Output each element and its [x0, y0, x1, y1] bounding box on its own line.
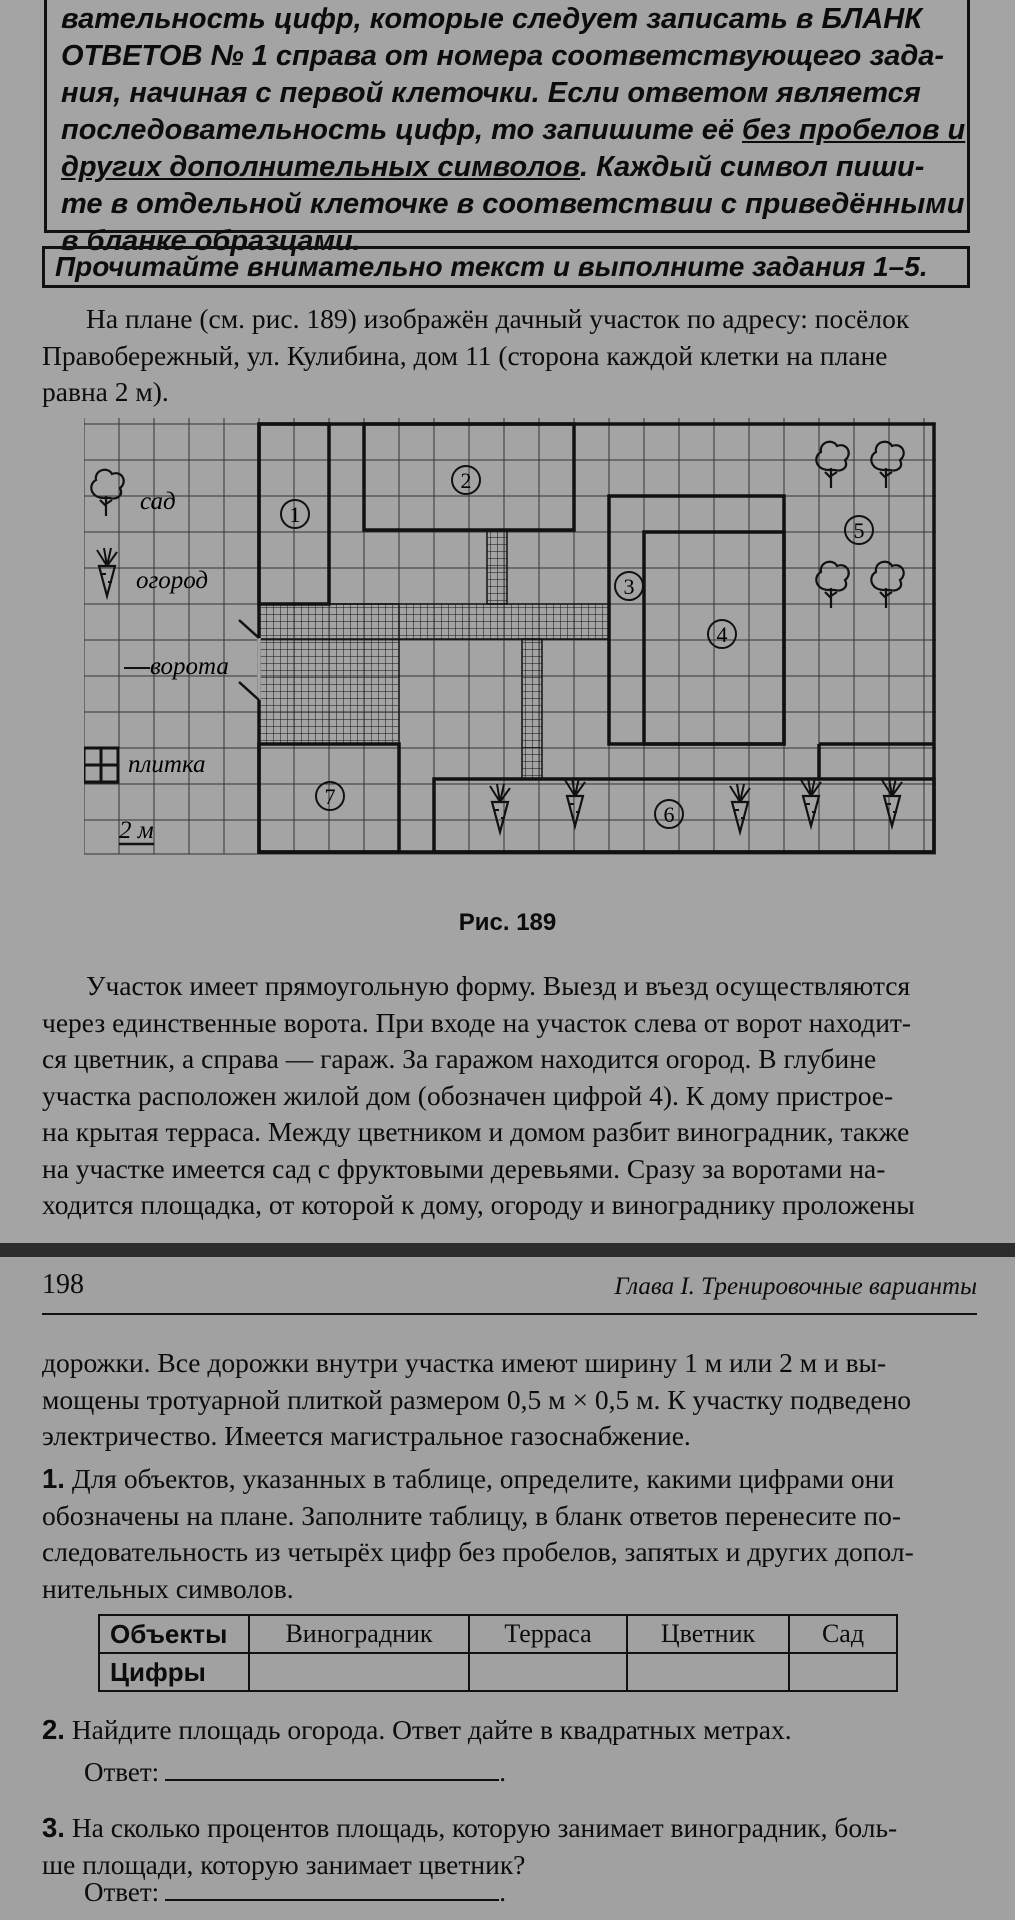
continuation-paragraph	[42, 1345, 977, 1455]
task-header: Прочитайте внимательно текст и выполните задания 1–5.	[42, 246, 970, 288]
plan-number-6: 6	[663, 802, 675, 827]
description-paragraph	[42, 968, 977, 1224]
text-line: Участок имеет прямоугольную форму. Выезд и въезд осуществляются	[86, 970, 911, 1001]
question-text: Найдите площадь огорода. Ответ дайте в квадратных метрах.	[64, 1714, 792, 1745]
page-number: 198	[42, 1269, 84, 1300]
text-line: следовательность из четырёх цифр без пробелов, запятых и других допол-	[42, 1536, 914, 1567]
answer-period: .	[499, 1757, 506, 1787]
running-head: Глава I. Тренировочные варианты	[614, 1273, 977, 1300]
plan-legend	[84, 470, 229, 844]
carrot-icon	[490, 778, 902, 832]
text-line	[42, 1810, 977, 1847]
vegetable-legend-icon	[97, 548, 117, 596]
question-number: 3.	[42, 1812, 65, 1843]
legend-tile: плитка	[128, 751, 206, 778]
text-line: через единственные ворота. При входе на участок слева от ворот находит-	[42, 1006, 912, 1038]
table-cell-object: Цветник	[627, 1615, 789, 1653]
plan-number-2: 2	[460, 468, 472, 493]
figure-caption: Рис. 189	[458, 909, 557, 936]
table-header-digits: Цифры	[99, 1653, 249, 1691]
text-line: нительных символов.	[42, 1572, 294, 1604]
table-cell-answer[interactable]	[789, 1653, 897, 1691]
instruction-line	[61, 112, 966, 149]
question-2	[42, 1712, 977, 1749]
answer-blank[interactable]	[165, 1757, 499, 1781]
question-text: Для объектов, указанных в таблице, определите, какими цифрами они	[64, 1463, 895, 1494]
text-line: участка расположен жилой дом (обозначен цифрой 4). К дому пристрое-	[42, 1079, 894, 1111]
text-line	[42, 1712, 977, 1749]
text-line: дорожки. Все дорожки внутри участка имеют ширину 1 м или 2 м и вы-	[42, 1347, 887, 1378]
table-row	[99, 1615, 897, 1653]
plan-number-3: 3	[623, 574, 635, 599]
plan-number-7: 7	[324, 784, 336, 809]
instruction-line: ния, начиная с первой клеточки. Если ответом является	[61, 77, 921, 109]
instruction-line: ОТВЕТОВ № 1 справа от номера соответствующего зада-	[61, 40, 945, 72]
answer-line-2	[84, 1757, 506, 1788]
instruction-line	[61, 149, 953, 186]
table-cell-answer[interactable]	[469, 1653, 627, 1691]
instruction-line: в бланке образцами.	[61, 225, 361, 257]
question-number: 1.	[42, 1463, 65, 1494]
table-header-objects: Объекты	[99, 1615, 249, 1653]
table-cell-object: Сад	[789, 1615, 897, 1653]
table-cell-answer[interactable]	[627, 1653, 789, 1691]
text-line: Правобережный, ул. Кулибина, дом 11 (сторона каждой клетки на плане	[42, 339, 888, 371]
legend-gate: ворота	[150, 653, 229, 680]
question-1	[42, 1461, 977, 1607]
text-line: обозначены на плане. Заполните таблицу, в бланк ответов перенесите по-	[42, 1499, 902, 1531]
legend-garden: сад	[140, 488, 176, 515]
answer-label: Ответ:	[84, 1877, 160, 1907]
header-rule	[42, 1313, 977, 1315]
text-line: мощены тротуарной плиткой размером 0,5 м × 0,5 м. К участку подведено	[42, 1383, 912, 1415]
page-divider	[0, 1243, 1015, 1257]
table-cell-answer[interactable]	[249, 1653, 469, 1691]
plan-number-4: 4	[716, 622, 728, 647]
text-line: На плане (см. рис. 189) изображён дачный участок по адресу: посёлок	[86, 303, 910, 334]
question-3	[42, 1810, 977, 1883]
text-line	[42, 1461, 977, 1498]
table-row	[99, 1653, 897, 1691]
instruction-line: те в отдельной клеточке в соответствии с приведёнными	[61, 188, 965, 220]
instruction-text: . Каждый символ пиши-	[580, 151, 925, 183]
question-text: На сколько процентов площадь, которую занимает виноградник, боль-	[64, 1812, 898, 1843]
intro-paragraph	[42, 301, 977, 411]
table-cell-object: Виноградник	[249, 1615, 469, 1653]
page-198	[0, 1257, 1015, 1920]
answer-blank[interactable]	[165, 1877, 499, 1901]
plan-number-1: 1	[289, 502, 301, 527]
table-cell-object: Терраса	[469, 1615, 627, 1653]
text-line: ше площади, которую занимает цветник?	[42, 1848, 526, 1880]
instruction-text: последовательность цифр, то запишите её	[61, 114, 743, 146]
legend-vegetable: огород	[136, 567, 209, 594]
answer-label: Ответ:	[84, 1757, 160, 1787]
text-line: ся цветник, а справа — гараж. За гаражом находится огород. В глубине	[42, 1043, 877, 1074]
text-line: равна 2 м).	[42, 376, 169, 407]
text-line: ходится площадка, от которой к дому, огороду и винограднику проложены	[42, 1189, 915, 1220]
underlined-phrase: другиx дополнительных символов	[61, 151, 581, 183]
text-line: на участке имеется сад с фруктовыми деревьями. Сразу за воротами на-	[42, 1152, 886, 1184]
plan-number-5: 5	[853, 518, 865, 543]
plot-plan-figure	[84, 418, 936, 866]
legend-scale: 2 м	[119, 817, 154, 844]
question-number: 2.	[42, 1714, 65, 1745]
answer-period: .	[499, 1877, 506, 1907]
instruction-line: вательность цифр, которые следует записать в БЛАНК	[61, 3, 923, 35]
answer-table	[98, 1614, 898, 1692]
text-line: на крытая терраса. Между цветником и домом разбит виноградник, также	[42, 1116, 910, 1147]
answer-line-3	[84, 1877, 506, 1908]
underlined-phrase: без пробелов и	[742, 114, 966, 146]
text-line: электричество. Имеется магистральное газоснабжение.	[42, 1420, 691, 1451]
instruction-box	[44, 0, 970, 257]
